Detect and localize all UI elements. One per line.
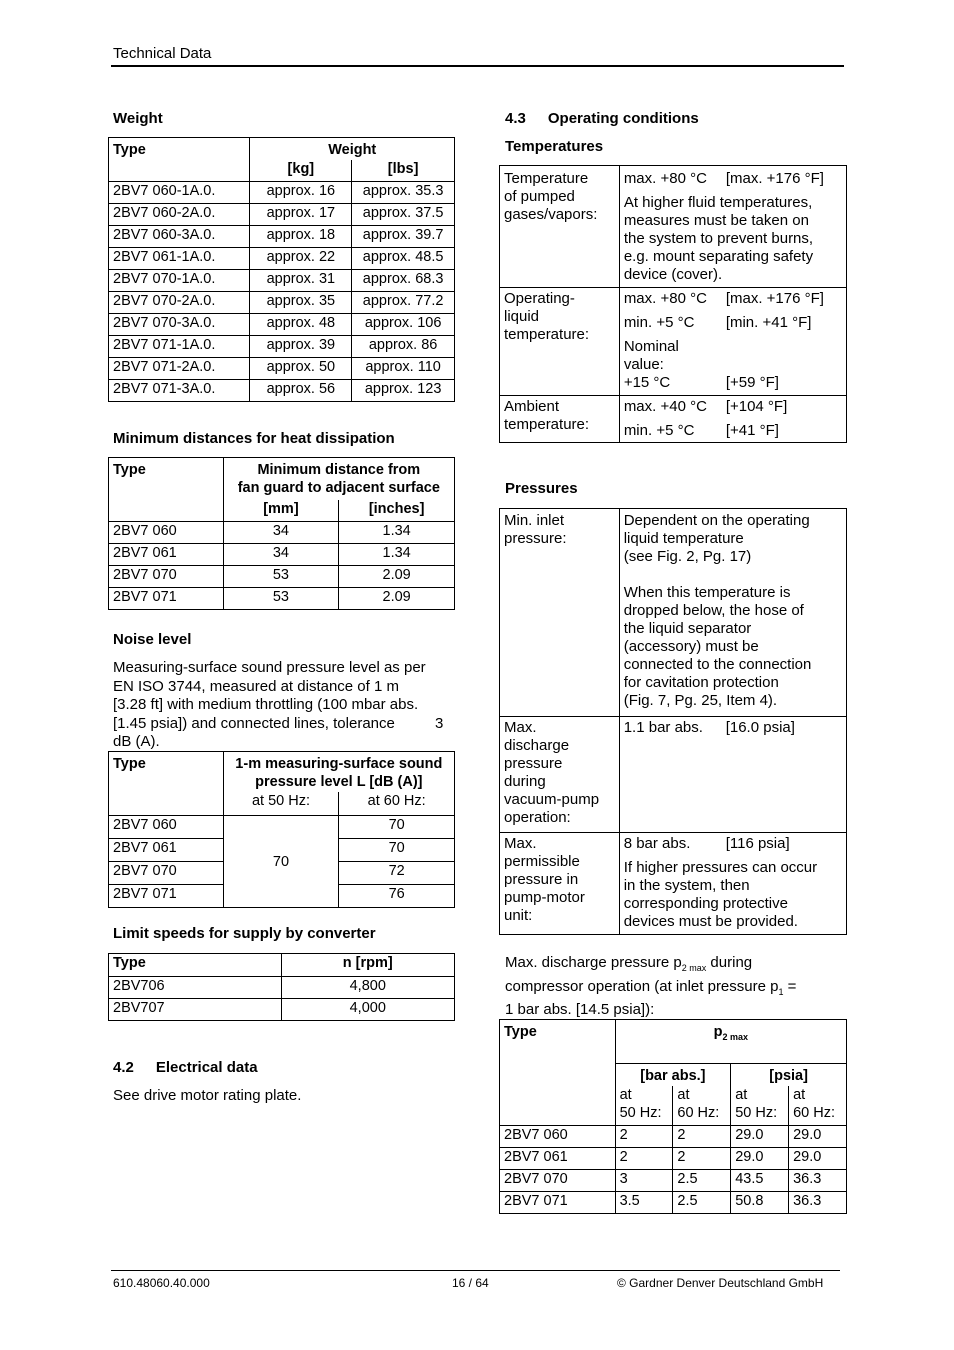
press-min-inlet-l4: When this temperature is (623, 584, 791, 601)
press-min-inlet-l8: connected to the connection (623, 656, 812, 673)
weight-lbs-cell: approx. 110 (352, 358, 455, 380)
press-vacuum-label-l4: during (504, 773, 546, 790)
temp-liquid-nominal-c: +15 °C (623, 374, 671, 391)
press-vacuum-label (500, 717, 620, 833)
weight-lbs-cell: approx. 106 (352, 314, 455, 336)
p2max-at: at (735, 1086, 748, 1103)
weight-lbs-cell: approx. 48.5 (352, 248, 455, 270)
p2max-head-sub: 2 max (722, 1031, 748, 1042)
temperatures-heading: Temperatures (505, 138, 604, 155)
temp-ambient-max: max. +40 °C (623, 398, 707, 415)
table-row (109, 270, 455, 292)
noise-head-line2: pressure level L [dB (A)] (255, 774, 423, 790)
press-unit-bar: 8 bar abs. (623, 835, 691, 852)
press-min-inlet-l7: (accessory) must be (623, 638, 759, 655)
comp-line1a: Max. discharge pressure p (505, 954, 682, 971)
weight-kg-cell: approx. 17 (250, 204, 352, 226)
page-header: Technical Data (113, 45, 212, 62)
p2max-col-type: Type (500, 1020, 616, 1126)
press-min-inlet-l2: liquid temperature (623, 530, 744, 547)
mindist-unit-in: [inches] (339, 500, 455, 522)
noise-para-line3: [3.28 ft] with medium throttling (100 mbar abs. (113, 696, 419, 713)
table-row (500, 1126, 847, 1148)
temperatures-table (499, 165, 847, 443)
noise-table (108, 751, 455, 908)
weight-kg-cell: approx. 16 (250, 182, 352, 204)
compressor-paragraph (505, 954, 845, 1020)
table-row (500, 1170, 847, 1192)
limit-col-n: n [rpm] (281, 954, 454, 977)
comp-line2b: = (783, 977, 797, 995)
press-vacuum-value (619, 717, 846, 833)
temp-pumped-note3: the system to prevent burns, (623, 230, 814, 247)
p2max-bar50-cell: 3 (615, 1170, 673, 1192)
p2max-type-cell: 2BV7 061 (500, 1148, 616, 1170)
comp-line3: 1 bar abs. [14.5 psia]): (505, 1001, 655, 1018)
temp-ambient-maxf: [+104 °F] (725, 398, 788, 415)
mindist-col-head (223, 458, 454, 500)
comp-line1-sub: 2 max (681, 963, 707, 973)
weight-lbs-cell: approx. 68.3 (352, 270, 455, 292)
weight-type-cell: 2BV7 061-1A.0. (109, 248, 250, 270)
mindist-type-cell: 2BV7 061 (109, 544, 224, 566)
p2max-psia50-cell: 43.5 (731, 1170, 789, 1192)
temp-liquid-label-l3: temperature: (504, 326, 590, 343)
weight-col-weight: Weight (250, 138, 455, 160)
noise-row-v60: 76 (339, 885, 455, 908)
p2max-psia60-cell: 29.0 (789, 1148, 847, 1170)
p2max-bar60-cell: 2.5 (673, 1170, 731, 1192)
p2max-psia60-cell: 36.3 (789, 1192, 847, 1214)
p2max-at: at (793, 1086, 806, 1103)
temp-liquid-value (619, 288, 846, 396)
noise-heading: Noise level (113, 631, 192, 648)
mindist-table (108, 457, 455, 610)
p2max-at-60-psia (789, 1086, 847, 1126)
table-row (109, 292, 455, 314)
noise-paragraph (113, 659, 458, 752)
p2max-at: at (619, 1086, 632, 1103)
temp-pumped-note2: measures must be taken on (623, 212, 809, 229)
p2max-bar50-cell: 3.5 (615, 1192, 673, 1214)
limit-type-cell: 2BV707 (109, 999, 282, 1021)
table-row (109, 566, 455, 588)
weight-type-cell: 2BV7 060-2A.0. (109, 204, 250, 226)
p2max-type-cell: 2BV7 071 (500, 1192, 616, 1214)
noise-col-type: Type (109, 752, 224, 816)
p2max-hz60: 60 Hz: (793, 1104, 836, 1121)
noise-head-line1: 1-m measuring-surface sound (235, 756, 443, 772)
temp-pumped-label-l2: of pumped (504, 188, 575, 205)
table-row (109, 358, 455, 380)
footer-divider (111, 1270, 840, 1271)
p2max-hz50: 50 Hz: (619, 1104, 662, 1121)
temp-liquid-maxf: [max. +176 °F] (725, 290, 824, 307)
temp-ambient-minf: [+41 °F] (725, 422, 779, 439)
electrical-heading (113, 1059, 258, 1076)
weight-unit-lbs: [lbs] (352, 160, 455, 182)
press-min-inlet-l6: the liquid separator (623, 620, 752, 637)
press-vacuum-psi: [16.0 psia] (725, 719, 795, 736)
noise-para-line5: dB (A). (113, 733, 160, 750)
temp-ambient-label-l1: Ambient (504, 398, 560, 415)
press-unit-label-l2: permissible (504, 853, 580, 870)
electrical-title: Electrical data (155, 1059, 258, 1076)
mindist-type-cell: 2BV7 071 (109, 588, 224, 610)
table-row (109, 544, 455, 566)
weight-type-cell: 2BV7 070-3A.0. (109, 314, 250, 336)
press-unit-label-l5: unit: (504, 907, 533, 924)
temp-liquid-max: max. +80 °C (623, 290, 707, 307)
weight-type-cell: 2BV7 060-1A.0. (109, 182, 250, 204)
temp-pumped-maxf: [max. +176 °F] (725, 170, 824, 187)
weight-kg-cell: approx. 18 (250, 226, 352, 248)
p2max-type-cell: 2BV7 070 (500, 1170, 616, 1192)
mindist-mm-cell: 34 (223, 522, 339, 544)
temp-pumped-label-l1: Temperature (504, 170, 589, 187)
mindist-type-cell: 2BV7 060 (109, 522, 224, 544)
p2max-psia60-cell: 36.3 (789, 1170, 847, 1192)
weight-type-cell: 2BV7 070-2A.0. (109, 292, 250, 314)
pressures-table (499, 508, 847, 935)
p2max-psia50-cell: 29.0 (731, 1148, 789, 1170)
press-vacuum-bar: 1.1 bar abs. (623, 719, 703, 736)
weight-col-type: Type (109, 138, 250, 182)
mindist-head-line1: Minimum distance from (257, 462, 421, 478)
p2max-bar-head: [bar abs.] (615, 1064, 731, 1086)
weight-type-cell: 2BV7 071-3A.0. (109, 380, 250, 402)
pressures-heading: Pressures (505, 480, 578, 497)
press-vacuum-label-l5: vacuum-pump (504, 791, 600, 808)
temp-liquid-minf: [min. +41 °F] (725, 314, 812, 331)
mindist-col-type: Type (109, 458, 224, 522)
electrical-text: See drive motor rating plate. (113, 1087, 302, 1104)
comp-line2a: compressor operation (at inlet pressure p (505, 977, 779, 995)
weight-type-cell: 2BV7 071-2A.0. (109, 358, 250, 380)
press-unit-value (619, 833, 846, 935)
press-unit-note3: corresponding protective (623, 895, 788, 912)
press-min-inlet-l5: dropped below, the hose of (623, 602, 804, 619)
press-min-inlet-l1: Dependent on the operating (623, 512, 810, 529)
mindist-heading: Minimum distances for heat dissipation (113, 430, 395, 447)
electrical-number: 4.2 (113, 1059, 134, 1076)
limit-heading: Limit speeds for supply by converter (113, 925, 376, 942)
temp-liquid-label-l1: Operating- (504, 290, 575, 307)
limit-type-cell: 2BV706 (109, 977, 282, 999)
weight-heading: Weight (113, 110, 163, 127)
noise-para-line4: [1.45 psia]) and connected lines, tolerance (113, 714, 395, 732)
weight-lbs-cell: approx. 39.7 (352, 226, 455, 248)
header-divider (111, 65, 844, 67)
table-row (109, 314, 455, 336)
comp-line2-sub: 1 (778, 986, 784, 997)
weight-unit-kg: [kg] (250, 160, 352, 182)
mindist-mm-cell: 53 (223, 566, 339, 588)
table-row (500, 1192, 847, 1214)
noise-col-head (223, 752, 454, 792)
table-row (109, 248, 455, 270)
weight-lbs-cell: approx. 37.5 (352, 204, 455, 226)
press-unit-note4: devices must be provided. (623, 913, 798, 930)
mindist-in-cell: 1.34 (339, 522, 455, 544)
operating-heading (505, 110, 699, 127)
temp-pumped-value (619, 166, 846, 288)
operating-title: Operating conditions (547, 110, 699, 127)
mindist-head-line2: fan guard to adjacent surface (237, 480, 440, 496)
noise-row-v60: 70 (339, 839, 455, 862)
p2max-at-50-psia (731, 1086, 789, 1126)
p2max-bar50-cell: 2 (615, 1126, 673, 1148)
weight-kg-cell: approx. 50 (250, 358, 352, 380)
noise-para-line1: Measuring-surface sound pressure level as per (113, 659, 426, 676)
weight-type-cell: 2BV7 060-3A.0. (109, 226, 250, 248)
p2max-type-cell: 2BV7 060 (500, 1126, 616, 1148)
weight-kg-cell: approx. 31 (250, 270, 352, 292)
temp-ambient-label (500, 396, 620, 443)
temp-liquid-min: min. +5 °C (623, 314, 695, 331)
limit-table (108, 953, 455, 1021)
temp-ambient-min: min. +5 °C (623, 422, 695, 439)
table-row (500, 1148, 847, 1170)
noise-at60: at 60 Hz: (339, 792, 455, 816)
p2max-psia-head: [psia] (731, 1064, 847, 1086)
temp-ambient-label-l2: temperature: (504, 416, 590, 433)
temp-liquid-nominal-l2: value: (623, 356, 664, 373)
footer-docnum: 610.48060.40.000 (113, 1276, 210, 1290)
footer-copyright: © Gardner Denver Deutschland GmbH (617, 1276, 824, 1290)
press-min-inlet-l3: (see Fig. 2, Pg. 17) (623, 548, 752, 565)
noise-row-type: 2BV7 070 (109, 862, 224, 885)
comp-line1b: during (706, 954, 753, 971)
p2max-head-p: p (713, 1024, 723, 1040)
press-unit-label-l1: Max. (504, 835, 537, 852)
weight-type-cell: 2BV7 071-1A.0. (109, 336, 250, 358)
temp-pumped-label (500, 166, 620, 288)
weight-kg-cell: approx. 48 (250, 314, 352, 336)
noise-at50: at 50 Hz: (223, 792, 339, 816)
weight-lbs-cell: approx. 123 (352, 380, 455, 402)
weight-kg-cell: approx. 39 (250, 336, 352, 358)
temp-liquid-nominal-f: [+59 °F] (725, 374, 779, 391)
mindist-in-cell: 2.09 (339, 588, 455, 610)
weight-kg-cell: approx. 56 (250, 380, 352, 402)
press-min-inlet-l9: for cavitation protection (623, 674, 779, 691)
press-min-inlet-label (500, 509, 620, 717)
footer-page: 16 / 64 (452, 1276, 489, 1290)
noise-row-type: 2BV7 061 (109, 839, 224, 862)
mindist-mm-cell: 34 (223, 544, 339, 566)
noise-merged-50: 70 (223, 816, 339, 908)
temp-pumped-note1: At higher fluid temperatures, (623, 194, 813, 211)
table-row (109, 522, 455, 544)
press-unit-psi: [116 psia] (725, 835, 790, 852)
table-row (109, 977, 455, 999)
p2max-at-60-bar (673, 1086, 731, 1126)
mindist-in-cell: 1.34 (339, 544, 455, 566)
table-row (109, 999, 455, 1021)
table-row (109, 336, 455, 358)
table-row (109, 226, 455, 248)
mindist-unit-mm: [mm] (223, 500, 339, 522)
table-row (109, 380, 455, 402)
weight-lbs-cell: approx. 77.2 (352, 292, 455, 314)
noise-para-line2: EN ISO 3744, measured at distance of 1 m (113, 677, 399, 695)
press-unit-label-l4: pump-motor (504, 889, 585, 906)
temp-liquid-nominal-l1: Nominal (623, 338, 679, 355)
noise-row-v60: 70 (339, 816, 455, 839)
p2max-bar60-cell: 2 (673, 1148, 731, 1170)
p2max-at-50-bar (615, 1086, 673, 1126)
p2max-hz50: 50 Hz: (735, 1104, 778, 1121)
press-min-inlet-l10: (Fig. 7, Pg. 25, Item 4). (623, 692, 778, 709)
table-row (109, 182, 455, 204)
noise-row-type: 2BV7 071 (109, 885, 224, 908)
press-unit-label-l3: pressure in (504, 871, 579, 888)
press-min-inlet-label-l2: pressure: (504, 530, 567, 547)
weight-type-cell: 2BV7 070-1A.0. (109, 270, 250, 292)
press-min-inlet-label-l1: Min. inlet (504, 512, 565, 529)
mindist-in-cell: 2.09 (339, 566, 455, 588)
weight-lbs-cell: approx. 35.3 (352, 182, 455, 204)
p2max-psia50-cell: 29.0 (731, 1126, 789, 1148)
table-row (109, 204, 455, 226)
press-unit-label (500, 833, 620, 935)
noise-row-v60: 72 (339, 862, 455, 885)
press-min-inlet-value (619, 509, 846, 717)
p2max-bar60-cell: 2 (673, 1126, 731, 1148)
limit-col-type: Type (109, 954, 282, 977)
press-unit-note1: If higher pressures can occur (623, 859, 818, 876)
temp-pumped-note5: device (cover). (623, 266, 723, 283)
p2max-table (499, 1019, 847, 1214)
p2max-at: at (677, 1086, 690, 1103)
limit-n-cell: 4,800 (281, 977, 454, 999)
weight-kg-cell: approx. 35 (250, 292, 352, 314)
temp-ambient-value (619, 396, 846, 443)
table-row (109, 588, 455, 610)
p2max-psia50-cell: 50.8 (731, 1192, 789, 1214)
temp-pumped-label-l3: gases/vapors: (504, 206, 598, 223)
p2max-psia60-cell: 29.0 (789, 1126, 847, 1148)
p2max-bar50-cell: 2 (615, 1148, 673, 1170)
temp-liquid-label-l2: liquid (504, 308, 540, 325)
p2max-head (615, 1020, 846, 1064)
temp-pumped-note4: e.g. mount separating safety (623, 248, 814, 265)
mindist-type-cell: 2BV7 070 (109, 566, 224, 588)
p2max-bar60-cell: 2.5 (673, 1192, 731, 1214)
mindist-mm-cell: 53 (223, 588, 339, 610)
press-vacuum-label-l6: operation: (504, 809, 571, 826)
noise-para-line4b: 3 (435, 714, 444, 732)
limit-n-cell: 4,000 (281, 999, 454, 1021)
weight-table (108, 137, 455, 402)
press-vacuum-label-l3: pressure (504, 755, 563, 772)
press-unit-note2: in the system, then (623, 877, 750, 894)
p2max-hz60: 60 Hz: (677, 1104, 720, 1121)
noise-row-type: 2BV7 060 (109, 816, 224, 839)
operating-number: 4.3 (505, 110, 526, 127)
temp-pumped-max: max. +80 °C (623, 170, 707, 187)
temp-liquid-label (500, 288, 620, 396)
press-vacuum-label-l2: discharge (504, 737, 570, 754)
press-vacuum-label-l1: Max. (504, 719, 537, 736)
weight-lbs-cell: approx. 86 (352, 336, 455, 358)
weight-kg-cell: approx. 22 (250, 248, 352, 270)
